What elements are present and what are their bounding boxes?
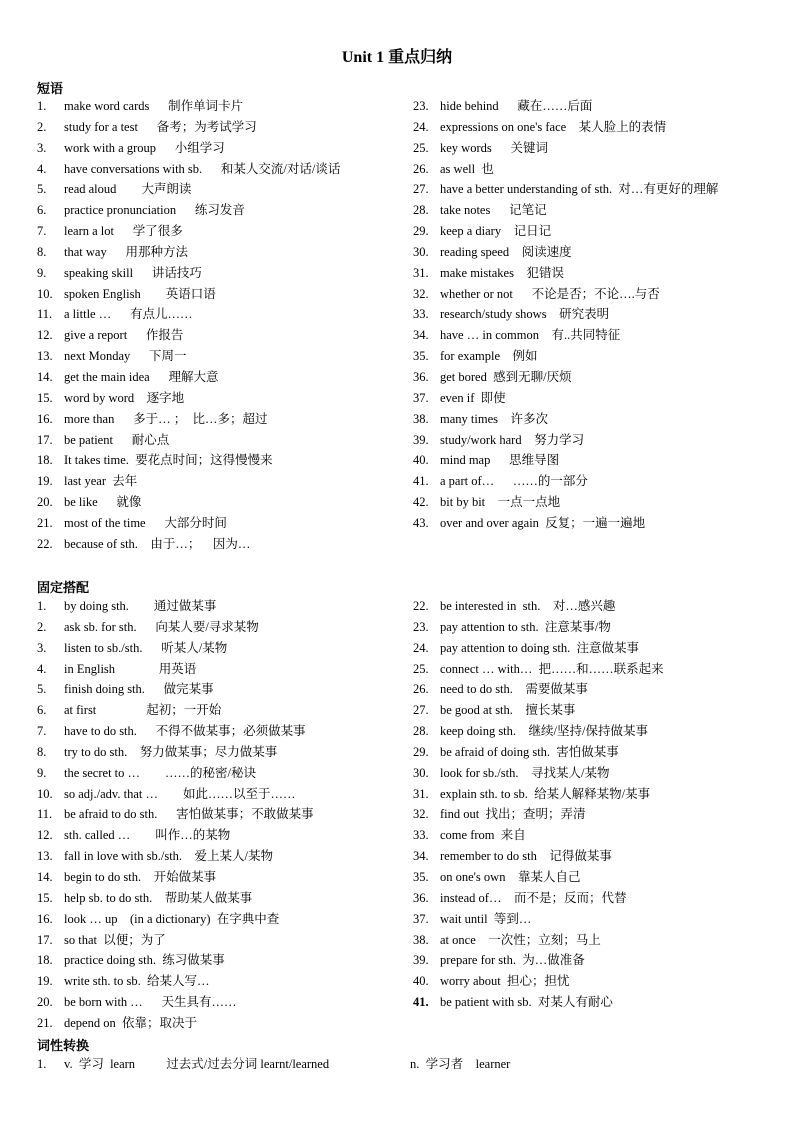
list-item: [37, 513, 340, 534]
collocations-list-left: [37, 596, 314, 1034]
collocations-list-right: [413, 596, 664, 1013]
item-number: 10.: [37, 286, 53, 301]
item-number: 23.: [413, 99, 429, 113]
item-number: 30.: [413, 244, 429, 259]
list-item: [37, 325, 340, 346]
list-item: [413, 596, 664, 617]
item-text: read aloud 大声朗读: [64, 182, 192, 197]
item-text: key words 关键词: [440, 140, 548, 155]
page-title: Unit 1 重点归纳: [341, 49, 453, 66]
list-item: [413, 450, 718, 471]
item-text: have conversations with sb. 和某人交流/对话/谈话: [64, 161, 341, 176]
item-number: 6.: [37, 203, 47, 218]
list-item: [413, 221, 718, 242]
item-text: be afraid to do sth. 害怕做某事；不敢做某事: [64, 807, 314, 822]
list-item: [37, 388, 340, 409]
list-item: [413, 284, 718, 305]
item-text: most of the time 大部分时间: [64, 515, 227, 530]
list-item: [37, 721, 314, 742]
list-item: [37, 763, 314, 784]
item-text: find out 找出；查明；弄清: [440, 807, 586, 822]
list-item: [37, 950, 314, 971]
item-number: 1.: [37, 1057, 47, 1071]
item-text: study for a test 备考；为考试学习: [64, 119, 257, 134]
item-number: 37.: [413, 911, 429, 926]
item-text: fall in love with sb./sth. 爱上某人/某物: [64, 849, 274, 864]
list-item: [413, 117, 718, 138]
item-number: 3.: [37, 640, 47, 655]
item-text: pay attention to doing sth. 注意做某事: [440, 640, 639, 655]
item-number: 26.: [413, 682, 429, 697]
item-text: expressions on one's face 某人脸上的表情: [440, 119, 667, 134]
list-item: [413, 763, 664, 784]
item-number: 8.: [37, 744, 47, 759]
item-text: practice doing sth. 练习做某事: [64, 953, 225, 968]
item-number: 40.: [413, 453, 429, 468]
item-text: explain sth. to sb. 给某人解释某物/某事: [440, 786, 651, 801]
item-number: 18.: [37, 453, 53, 468]
item-number: 28.: [413, 724, 429, 739]
list-item: [37, 846, 314, 867]
item-text: have a better understanding of sth. 对…有更好的理解: [440, 182, 719, 197]
list-item: [413, 742, 664, 763]
item-number: 24.: [413, 119, 429, 134]
item-number: 41.: [413, 995, 429, 1010]
item-number: 11.: [37, 807, 53, 822]
list-item: [413, 638, 664, 659]
item-number: 36.: [413, 890, 429, 905]
list-item: [37, 492, 340, 513]
item-text: over and over again 反复；一遍一遍地: [440, 515, 646, 530]
list-item: [413, 950, 664, 971]
item-text: finish doing sth. 做完某事: [64, 682, 214, 697]
list-item: [413, 617, 664, 638]
item-text: so that 以便；为了: [64, 932, 166, 947]
item-text: be patient 耐心点: [64, 432, 170, 447]
item-number: 34.: [413, 849, 429, 864]
list-item: [37, 284, 340, 305]
list-item: [413, 242, 718, 263]
item-number: 27.: [413, 182, 429, 197]
list-item: [413, 721, 664, 742]
item-number: 32.: [413, 807, 429, 822]
list-item: [37, 179, 340, 200]
item-text: at first 起初；一开始: [64, 703, 222, 718]
item-number: 34.: [413, 328, 429, 343]
item-text: begin to do sth. 开始做某事: [64, 869, 217, 884]
list-item: [37, 867, 314, 888]
item-text: bit by bit 一点一点地: [440, 495, 561, 510]
item-text: depend on 依靠；取决于: [64, 1015, 197, 1030]
item-text: v. 学习 learn 过去式/过去分词 learnt/learned: [64, 1057, 330, 1071]
item-number: 19.: [37, 974, 53, 989]
list-item: [37, 534, 340, 555]
list-item: [413, 846, 664, 867]
item-number: 28.: [413, 203, 429, 218]
item-number: 39.: [413, 432, 429, 447]
list-item: [37, 304, 340, 325]
item-text: take notes 记笔记: [440, 203, 547, 218]
item-number: 24.: [413, 640, 429, 655]
item-text: be afraid of doing sth. 害怕做某事: [440, 744, 619, 759]
item-number: 10.: [37, 786, 53, 801]
list-item: [413, 867, 664, 888]
list-item: [37, 242, 340, 263]
item-number: 42.: [413, 495, 429, 510]
list-item: [37, 1054, 511, 1075]
item-number: 13.: [37, 849, 53, 864]
list-item: [413, 784, 664, 805]
item-text: word by word 逐字地: [64, 390, 185, 405]
item-text: spoken English 英语口语: [64, 286, 216, 301]
item-text: reading speed 阅读速度: [440, 244, 572, 259]
list-item: [37, 596, 314, 617]
item-number: 19.: [37, 474, 53, 489]
item-text: be interested in sth. 对…感兴趣: [440, 599, 616, 613]
list-item: [37, 159, 340, 180]
list-item: [413, 930, 664, 951]
item-number: 1.: [37, 99, 47, 113]
list-item: [37, 638, 314, 659]
list-item: [413, 388, 718, 409]
item-number: 40.: [413, 974, 429, 989]
list-item: [37, 659, 314, 680]
item-text: that way 用那种方法: [64, 244, 188, 259]
item-text: give a report 作报告: [64, 328, 184, 343]
item-number: 33.: [413, 828, 429, 843]
list-item: [413, 971, 664, 992]
item-text: connect … with… 把……和……联系起来: [440, 661, 664, 676]
list-item: [413, 346, 718, 367]
item-text: study/work hard 努力学习: [440, 432, 585, 447]
item-text: remember to do sth 记得做某事: [440, 849, 612, 864]
list-item: [37, 1013, 314, 1034]
item-text: help sb. to do sth. 帮助某人做某事: [64, 890, 253, 905]
list-item: [37, 617, 314, 638]
list-item: [413, 409, 718, 430]
list-item: [413, 659, 664, 680]
item-text: be patient with sb. 对某人有耐心: [440, 995, 613, 1010]
item-text: learn a lot 学了很多: [64, 224, 183, 239]
item-text: have to do sth. 不得不做某事；必须做某事: [64, 724, 306, 739]
item-number: 41.: [413, 474, 429, 489]
item-text: many times 许多次: [440, 411, 548, 426]
item-number: 9.: [37, 765, 47, 780]
item-text: research/study shows 研究表明: [440, 307, 610, 322]
list-item: [37, 679, 314, 700]
item-text: keep a diary 记日记: [440, 224, 552, 239]
item-text: pay attention to sth. 注意某事/物: [440, 619, 611, 634]
item-text: try to do sth. 努力做某事；尽力做某事: [64, 744, 278, 759]
item-number: 8.: [37, 244, 47, 259]
list-item: [413, 200, 718, 221]
item-number: 29.: [413, 744, 429, 759]
item-number: 25.: [413, 140, 429, 155]
list-item: [37, 471, 340, 492]
item-number: 20.: [37, 995, 53, 1010]
list-item: [413, 263, 718, 284]
list-item: [413, 325, 718, 346]
item-text: sth. called … 叫作…的某物: [64, 828, 231, 843]
item-text: more than 多于… ； 比…多；超过: [64, 411, 268, 426]
list-item: [37, 825, 314, 846]
item-text: be born with … 天生具有……: [64, 995, 237, 1010]
list-item: [413, 138, 718, 159]
list-item: [37, 992, 314, 1013]
list-item: [37, 263, 340, 284]
list-item: [413, 304, 718, 325]
item-text: work with a group 小组学习: [64, 140, 225, 155]
item-number: 17.: [37, 432, 53, 447]
list-item: [413, 179, 718, 200]
list-item: [37, 430, 340, 451]
item-number: 38.: [413, 932, 429, 947]
item-text: get bored 感到无聊/厌烦: [440, 369, 572, 384]
list-item: [37, 346, 340, 367]
item-text: on one's own 靠某人自己: [440, 869, 581, 884]
phrases-list-right: [413, 96, 718, 534]
item-text: mind map 思维导图: [440, 453, 560, 468]
list-item: [37, 367, 340, 388]
item-text: even if 即使: [440, 390, 506, 405]
list-item: [37, 221, 340, 242]
item-number: 29.: [413, 224, 429, 239]
section-heading-word-forms: 词性转换: [37, 1038, 90, 1053]
item-number: 20.: [37, 495, 53, 510]
item-number: 15.: [37, 390, 53, 405]
item-text: look for sb./sth. 寻找某人/某物: [440, 765, 610, 780]
list-item: [37, 96, 340, 117]
item-number: 13.: [37, 349, 53, 364]
item-number: 1.: [37, 599, 47, 613]
item-number: 18.: [37, 953, 53, 968]
item-text: look … up (in a dictionary) 在字典中查: [64, 911, 280, 926]
list-item: [413, 159, 718, 180]
section-heading-phrases: 短语: [37, 81, 64, 96]
item-number: 31.: [413, 265, 429, 280]
item-number: 16.: [37, 911, 53, 926]
item-number: 35.: [413, 869, 429, 884]
item-number: 21.: [37, 1015, 53, 1030]
list-item: [413, 96, 718, 117]
list-item: [37, 909, 314, 930]
item-text: get the main idea 理解大意: [64, 369, 219, 384]
item-number: 36.: [413, 369, 429, 384]
item-number: 11.: [37, 307, 53, 322]
list-item: [413, 700, 664, 721]
item-number: 7.: [37, 724, 47, 739]
list-item: [413, 471, 718, 492]
item-number: 37.: [413, 390, 429, 405]
item-number: 27.: [413, 703, 429, 718]
list-item: [413, 992, 664, 1013]
item-number: 39.: [413, 953, 429, 968]
item-number: 43.: [413, 515, 429, 530]
item-number: 2.: [37, 619, 47, 634]
list-item: [37, 450, 340, 471]
item-text: be like 就像: [64, 495, 142, 510]
item-text: need to do sth. 需要做某事: [440, 682, 588, 697]
list-item: [37, 409, 340, 430]
item-text: the secret to … ……的秘密/秘诀: [64, 765, 256, 780]
item-text: be good at sth. 擅长某事: [440, 703, 576, 718]
item-text: so adj./adv. that … 如此……以至于……: [64, 786, 296, 801]
item-text: have … in common 有..共同特征: [440, 328, 621, 343]
list-item: [413, 492, 718, 513]
list-item: [413, 367, 718, 388]
list-item: [413, 804, 664, 825]
item-number: 9.: [37, 265, 47, 280]
list-item: [413, 513, 718, 534]
item-tail-text: n. 学习者 learner: [410, 1057, 511, 1071]
list-item: [413, 430, 718, 451]
list-item: [37, 200, 340, 221]
item-number: 3.: [37, 140, 47, 155]
item-number: 14.: [37, 369, 53, 384]
item-number: 17.: [37, 932, 53, 947]
section-heading-collocations: 固定搭配: [37, 580, 90, 595]
item-number: 31.: [413, 786, 429, 801]
item-number: 2.: [37, 119, 47, 134]
item-text: a part of… ……的一部分: [440, 474, 588, 489]
item-number: 12.: [37, 828, 53, 843]
item-text: instead of… 而不是；反而；代替: [440, 890, 627, 905]
word-forms-list: [37, 1054, 511, 1075]
item-text: speaking skill 讲话技巧: [64, 265, 202, 280]
item-text: write sth. to sb. 给某人写…: [64, 974, 210, 989]
item-text: ask sb. for sth. 向某人要/寻求某物: [64, 619, 259, 634]
list-item: [37, 700, 314, 721]
item-number: 14.: [37, 869, 53, 884]
item-number: 21.: [37, 515, 53, 530]
item-number: 22.: [37, 536, 53, 551]
item-number: 5.: [37, 182, 47, 197]
item-number: 4.: [37, 661, 47, 676]
item-text: next Monday 下周一: [64, 349, 187, 364]
list-item: [37, 138, 340, 159]
list-item: [37, 784, 314, 805]
list-item: [37, 888, 314, 909]
item-number: 6.: [37, 703, 47, 718]
item-number: 25.: [413, 661, 429, 676]
item-text: come from 来自: [440, 828, 526, 843]
item-text: in English 用英语: [64, 661, 197, 676]
list-item: [37, 804, 314, 825]
item-text: make word cards 制作单词卡片: [64, 99, 244, 113]
item-number: 7.: [37, 224, 47, 239]
item-number: 32.: [413, 286, 429, 301]
item-number: 35.: [413, 349, 429, 364]
list-item: [37, 930, 314, 951]
item-text: make mistakes 犯错误: [440, 265, 564, 280]
item-text: as well 也: [440, 161, 494, 176]
item-text: It takes time. 要花点时间；这得慢慢来: [64, 453, 273, 468]
list-item: [413, 909, 664, 930]
item-text: a little … 有点儿……: [64, 307, 193, 322]
item-text: for example 例如: [440, 349, 538, 364]
item-text: prepare for sth. 为…做准备: [440, 953, 585, 968]
item-text: listen to sb./sth. 听某人/某物: [64, 640, 228, 655]
item-text: keep doing sth. 继续/坚持/保持做某事: [440, 724, 648, 739]
item-text: because of sth. 由于…； 因为…: [64, 536, 251, 551]
item-number: 23.: [413, 619, 429, 634]
item-text: whether or not 不论是否；不论….与否: [440, 286, 660, 301]
list-item: [413, 825, 664, 846]
item-text: by doing sth. 通过做某事: [64, 599, 217, 613]
item-text: at once 一次性；立刻；马上: [440, 932, 601, 947]
item-number: 12.: [37, 328, 53, 343]
item-number: 38.: [413, 411, 429, 426]
list-item: [37, 742, 314, 763]
item-number: 5.: [37, 682, 47, 697]
item-text: wait until 等到…: [440, 911, 532, 926]
list-item: [413, 888, 664, 909]
item-number: 26.: [413, 161, 429, 176]
item-number: 15.: [37, 890, 53, 905]
item-number: 4.: [37, 161, 47, 176]
list-item: [37, 971, 314, 992]
item-number: 33.: [413, 307, 429, 322]
item-text: hide behind 藏在……后面: [440, 99, 593, 113]
item-text: worry about 担心；担忧: [440, 974, 570, 989]
list-item: [37, 117, 340, 138]
item-number: 16.: [37, 411, 53, 426]
list-item: [413, 679, 664, 700]
item-number: 22.: [413, 599, 429, 613]
item-text: practice pronunciation 练习发音: [64, 203, 245, 218]
item-text: last year 去年: [64, 474, 138, 489]
phrases-list-left: [37, 96, 340, 555]
item-number: 30.: [413, 765, 429, 780]
